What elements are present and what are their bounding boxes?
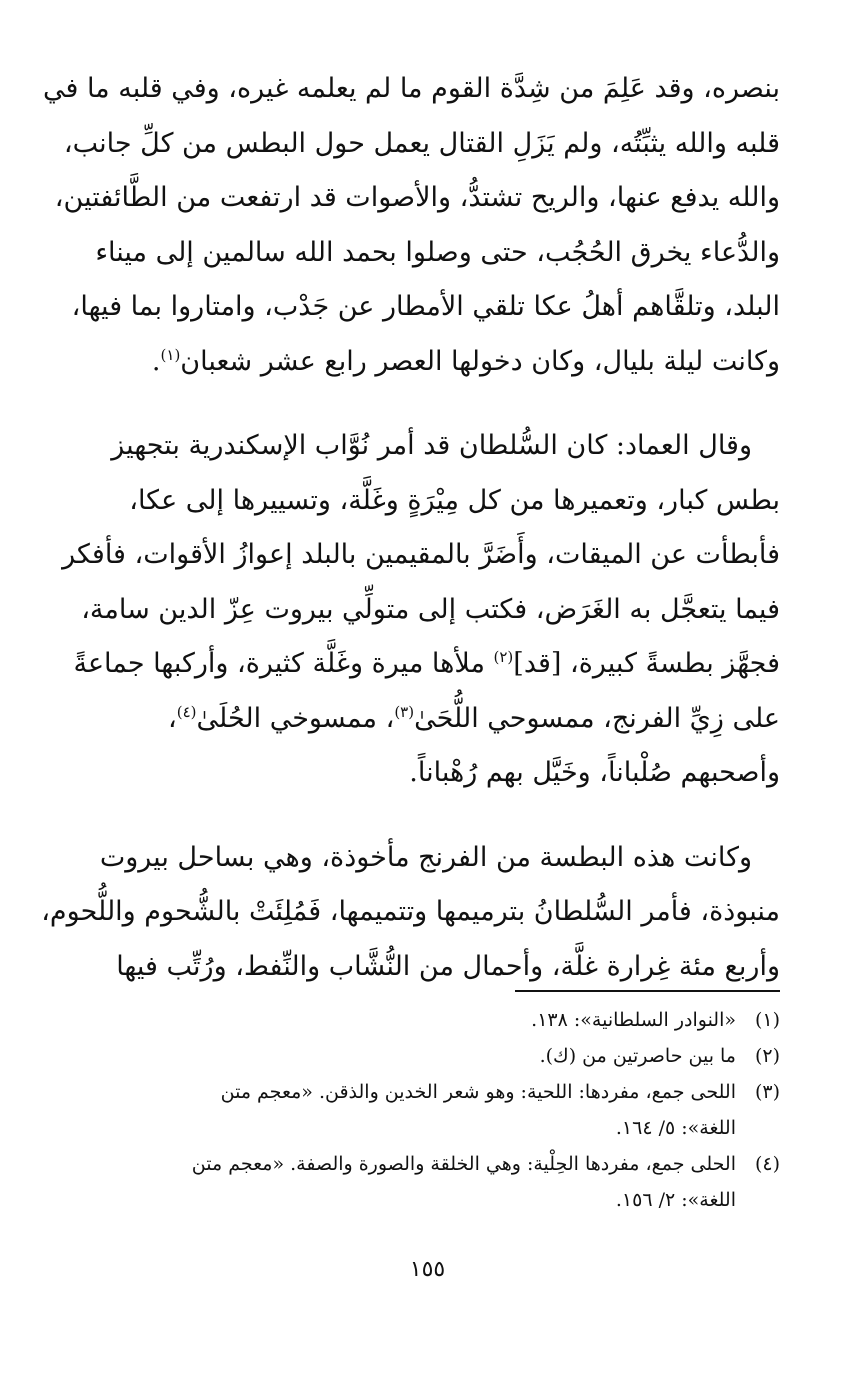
footnote-continuation: اللغة»: ٢/ ١٥٦. xyxy=(615,1189,736,1211)
text-line: وكانت هذه البطسة من الفرنج مأخوذة، وهي بساحل بيروت xyxy=(99,841,752,873)
footnote-text: «النوادر السلطانية»: ١٣٨. xyxy=(531,1009,736,1031)
paragraph-spacer xyxy=(75,389,780,419)
text-line xyxy=(75,335,780,390)
text-line: بطس كبار، وتعميرها من كل مِيْرَةٍ وغَلَّة، وتسييرها إلى عكا، xyxy=(129,484,780,516)
text-run: ، xyxy=(168,702,177,734)
footnote-ref: (٣) xyxy=(394,702,415,721)
footnote-text: ما بين حاصرتين من (ك). xyxy=(539,1045,736,1067)
footnote-ref: (٤) xyxy=(176,702,197,721)
paragraph-spacer xyxy=(75,801,780,831)
footnote-text: الحلى جمع، مفردها الحِلْية: وهي الخلقة والصورة والصفة. «معجم متن xyxy=(191,1153,736,1175)
footnote-item xyxy=(75,1002,780,1038)
footnote-number: (٣) xyxy=(754,1081,780,1103)
text-line: والله يدفع عنها، والريح تشتدُّ، والأصوات قد ارتفعت من الطَّائفتين، xyxy=(54,182,780,213)
text-line: البلد، وتلقَّاهم أهلُ عكا تلقي الأمطار عن جَدْب، وامتاروا بما فيها، xyxy=(71,291,780,322)
text-line xyxy=(75,637,780,692)
page-number: ١٥٥ xyxy=(409,1257,446,1282)
text-line: قلبه والله يثبِّتُه، ولم يَزَلِ القتال يعمل حول البطس من كلِّ جانب، xyxy=(63,127,780,159)
text-run: فجهَّز بطسةً كبيرة، [قد] xyxy=(513,648,780,679)
text-line: وأربع مئة غِرارة غلَّة، وأحمال من النُّشَّاب والنِّفط، ورُتِّب فيها xyxy=(116,950,780,982)
text-line: فيما يتعجَّل به الغَرَض، فكتب إلى متولِّي بيروت عِزّ الدين سامة، xyxy=(81,593,780,625)
text-line: منبوذة، فأمر السُّلطانُ بترميمها وتتميمها، فَمُلِئَتْ بالشُّحوم واللُّحوم، xyxy=(41,896,780,927)
text-run: وكانت ليلة بليال، وكان دخولها العصر رابع عشر شعبان xyxy=(180,345,780,377)
text-line: وقال العماد: كان السُّلطان قد أمر نُوَّاب الإسكندرية بتجهيز xyxy=(111,430,752,461)
footnote-text: اللحى جمع، مفردها: اللحية: وهو شعر الخدين والذقن. «معجم متن xyxy=(220,1081,736,1103)
footnotes xyxy=(75,1002,780,1218)
footnote-number: (٢) xyxy=(754,1045,780,1067)
footnote-divider xyxy=(515,990,780,992)
text-run: ملأها ميرة وغَلَّة كثيرة، وأركبها جماعةً xyxy=(73,648,494,679)
footnote-ref: (٢) xyxy=(493,648,514,666)
footnote-item xyxy=(75,1038,780,1074)
footnote-continuation: اللغة»: ٥/ ١٦٤. xyxy=(615,1117,736,1139)
footnote-ref: (١) xyxy=(160,345,181,364)
text-run: . xyxy=(151,345,161,377)
paragraph-1 xyxy=(42,62,780,389)
footnote-number: (٤) xyxy=(754,1153,780,1175)
text-run: على زِيِّ الفرنج، ممسوحي اللُّحَىٰ xyxy=(414,702,780,734)
footnote-item xyxy=(75,1074,780,1110)
book-page xyxy=(41,62,780,1362)
paragraph-2 xyxy=(62,419,780,801)
paragraph-3 xyxy=(41,831,780,995)
text-line: بنصره، وقد عَلِمَ من شِدَّة القوم ما لم يعلمه غيره، وفي قلبه ما في xyxy=(42,73,780,104)
text-run: ، ممسوخي الحُلَىٰ xyxy=(196,702,395,734)
text-line xyxy=(75,692,780,747)
footnote-item xyxy=(75,1146,780,1182)
text-line: فأبطأت عن الميقات، وأَضَرَّ بالمقيمين بالبلد إعوازُ الأقوات، فأفكر xyxy=(62,539,780,570)
text-line: والدُّعاء يخرق الحُجُب، حتى وصلوا بحمد الله سالمين إلى ميناء xyxy=(95,236,780,268)
footnote-number: (١) xyxy=(754,1009,780,1031)
main-text xyxy=(41,62,780,994)
text-line: وأصحبهم صُلْباناً، وخَيَّل بهم رُهْباناً. xyxy=(409,757,780,788)
